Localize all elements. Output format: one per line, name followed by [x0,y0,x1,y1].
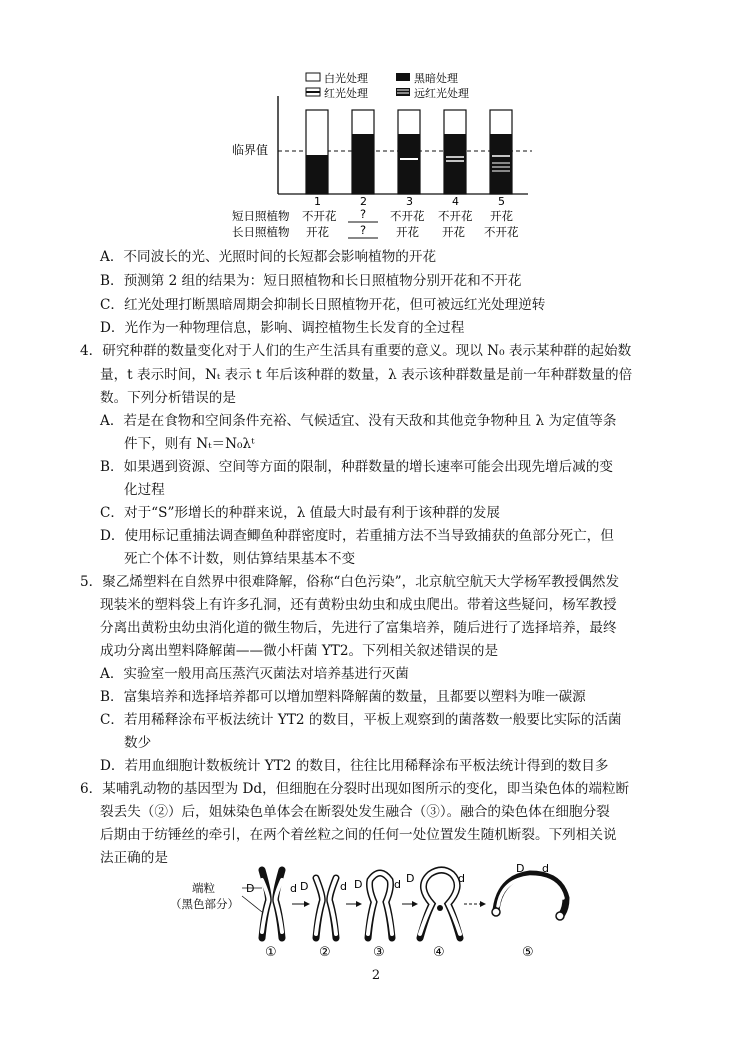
group-num-1: 1 [314,195,321,208]
legend-farred: 远红光处理 [414,87,469,100]
gene-D-4: D [406,872,415,885]
chromosome-figure [0,858,752,978]
bar-group-4 [444,110,466,194]
q4-option-d-2: 死亡个体不计数，则估算结果基本不变 [124,551,356,567]
chromosome-step-3 [354,873,401,938]
gene-D-3: D [354,878,363,891]
group-num-4: 4 [452,195,459,208]
short-result-5: 开花 [490,209,513,223]
q4-stem-3: 数。下列分析错误的是 [100,390,236,406]
row-label-long: 长日照植物 [232,225,290,239]
bar-group-3 [398,110,420,194]
gene-d-3: d [394,878,401,891]
gene-d-2: d [340,880,347,893]
q4-option-b-2: 化过程 [124,482,165,498]
q3-option-d: D．光作为一种物理信息，影响、调控植物生长发育的全过程 [100,320,465,336]
gene-d-5: d [542,862,549,875]
long-result-2: ? [360,223,367,237]
legend-dark: 黑暗处理 [414,72,458,85]
short-result-1: 不开花 [302,209,337,223]
q3-option-b: B．预测第 2 组的结果为：短日照植物和长日照植物分别开花和不开花 [100,273,522,289]
photoperiod-figure [0,0,752,250]
q5-option-c-2: 数少 [124,735,152,751]
long-result-4: 开花 [442,225,465,239]
q6-stem-3: 后期由于纺锤丝的牵引，在两个着丝粒之间的任何一处位置发生随机断裂。下列相关说 [100,827,617,843]
gene-D-5: D [516,862,525,875]
q4-option-c: C．对于“S”形增长的种群来说，λ 值最大时最有利于该种群的发展 [100,505,500,521]
step-label-4: ④ [433,945,445,960]
step-label-3: ③ [373,945,385,960]
q3-option-a: A．不同波长的光、光照时间的长短都会影响植物的开花 [100,249,437,265]
q5-option-a: A．实验室一般用高压蒸汽灭菌法对培养基进行灭菌 [100,666,409,682]
short-result-2: ? [360,207,367,221]
legend-red: 红光处理 [324,87,368,100]
legend-farred-swatch [396,88,410,96]
q4-option-a-2: 件下，则有 Nₜ＝N₀λᵗ [124,436,255,452]
bar-group-2 [352,110,374,194]
q5-stem-2: 现装米的塑料袋上有许多孔洞，还有黄粉虫幼虫和成虫爬出。带着这些疑问，杨军教授 [100,597,617,613]
long-result-5: 不开花 [484,225,519,239]
q5-stem-1: 5．聚乙烯塑料在自然界中很难降解，俗称“白色污染”，北京航空航天大学杨军教授偶然发 [80,574,620,590]
group-num-3: 3 [406,195,413,208]
q6-stem-4: 法正确的是 [100,850,168,866]
telomere-label: 端粒 [192,881,215,895]
threshold-label: 临界值 [232,143,269,157]
group-num-2: 2 [360,195,367,208]
page-number: 2 [371,968,381,983]
short-result-3: 不开花 [390,209,425,223]
q6-stem-1: 6．某哺乳动物的基因型为 Dd，但细胞在分裂时出现如图所示的变化，即当染色体的端粒断 [80,781,630,797]
long-result-1: 开花 [306,225,329,239]
q4-stem-2: 量，t 表示时间，Nₜ 表示 t 年后该种群的数量，λ 表示该种群数量是前一年种群数量的倍 [100,367,633,383]
legend-white-swatch [306,73,320,81]
bar-group-5 [490,110,512,194]
bar-group-1 [306,110,328,194]
q4-stem-1: 4．研究种群的数量变化对于人们的生产生活具有重要的意义。现以 N₀ 表示某种群的起始数 [80,343,632,359]
q5-option-d: D．若用血细胞计数板统计 YT2 的数目，往往比用稀释涂布平板法统计得到的数目多 [100,758,609,774]
row-label-short: 短日照植物 [232,209,290,223]
q4-option-a-1: A．若是在食物和空间条件充裕、气候适宜、没有天敌和其他竞争物种且 λ 为定值等条 [100,413,617,429]
q5-stem-3: 分离出黄粉虫幼虫消化道的微生物后，先进行了富集培养，随后进行了选择培养，最终 [100,620,617,636]
short-result-4: 不开花 [438,209,473,223]
chromosome-step-5 [492,862,566,920]
legend-dark-swatch [396,73,410,81]
q6-stem-2: 裂丢失（②）后，姐妹染色单体会在断裂处发生融合（③）。融合的染色体在细胞分裂 [100,804,610,820]
step-label-5: ⑤ [522,945,534,960]
telomere-label-note: （黑色部分） [170,897,239,911]
chromosome-step-2 [300,878,347,938]
gene-d-4: d [458,872,465,885]
long-result-3: 开花 [396,225,419,239]
q5-stem-4: 成功分离出塑料降解菌——微小杆菌 YT2。下列相关叙述错误的是 [100,643,499,659]
legend-white: 白光处理 [324,72,368,85]
q4-option-d-1: D．使用标记重捕法调查鲫鱼种群密度时，若重捕方法不当导致捕获的鱼部分死亡，但 [100,528,614,544]
q5-option-c-1: C．若用稀释涂布平板法统计 YT2 的数目，平板上观察到的菌落数一般要比实际的活菌 [100,712,622,728]
q4-option-b-1: B．如果遇到资源、空间等方面的限制，种群数量的增长速率可能会出现先增后减的变 [100,459,613,475]
step-label-2: ② [319,945,331,960]
gene-D-2: D [300,880,309,893]
chromosome-step-1 [242,870,297,938]
q3-option-c: C．红光处理打断黑暗周期会抑制长日照植物开花，但可被远红光处理逆转 [100,297,546,313]
group-num-5: 5 [498,195,505,208]
gene-d-1: d [290,882,297,895]
gene-D-1: D [246,882,255,895]
q5-option-b: B．富集培养和选择培养都可以增加塑料降解菌的数量，且都要以塑料为唯一碳源 [100,689,586,705]
step-label-1: ① [265,945,277,960]
